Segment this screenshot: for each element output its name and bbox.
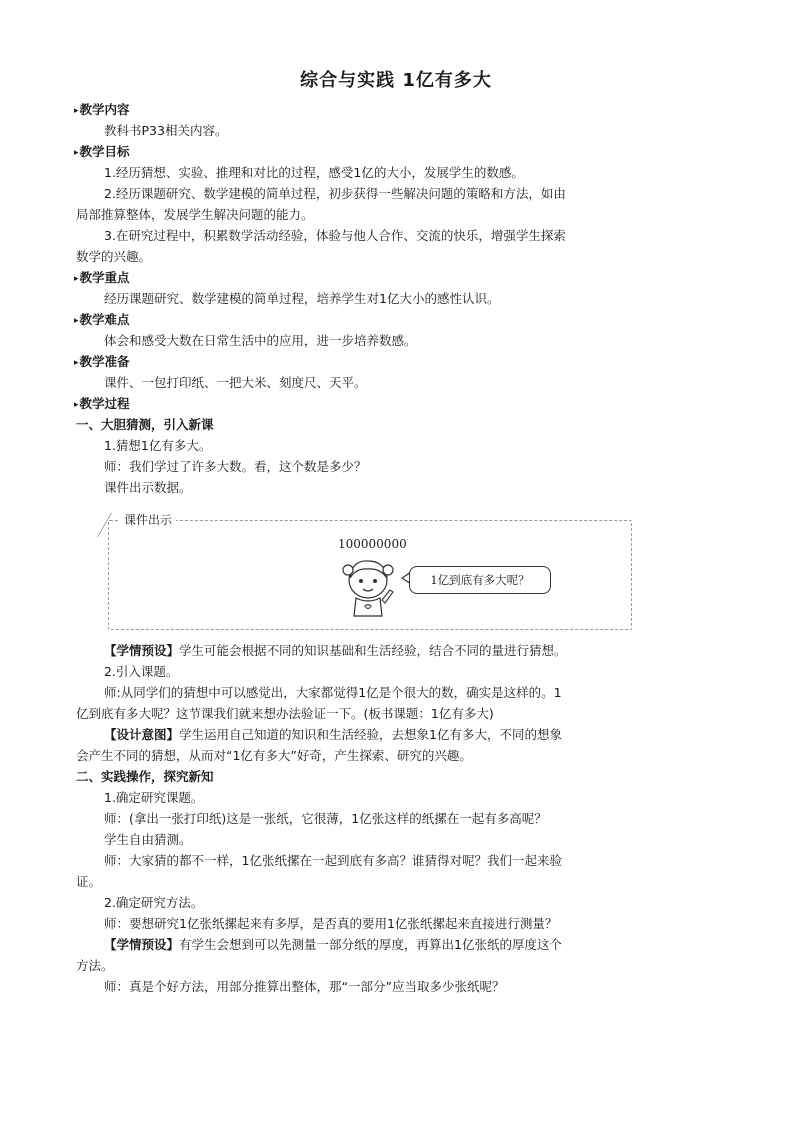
section-1-title: 一、大胆猜测，引入新课 [76, 417, 214, 432]
goal-3-line-2: 数学的兴趣。 [76, 249, 152, 264]
girl-illustration-icon [338, 556, 402, 622]
section-2-para-4-line-2: 证。 [76, 874, 102, 889]
key-text: 经历课题研究、数学建模的简单过程，培养学生对1亿大小的感性认识。 [104, 291, 500, 306]
goal-2-line-2: 局部推算整体，发展学生解决问题的能力。 [76, 207, 314, 222]
section-1-para-3: 课件出示数据。 [104, 480, 192, 495]
note-1 [104, 640, 664, 661]
difficulty-text: 体会和感受大数在日常生活中的应用，进一步培养数感。 [104, 333, 417, 348]
section-2-para-1: 1.确定研究课题。 [104, 790, 204, 805]
section-2-para-6: 师：要想研究1亿张纸摞起来有多厚，是否真的要用1亿张纸摞起来直接进行测量？ [104, 916, 558, 931]
note-1-tag: 【学情预设】 [104, 643, 180, 658]
heading-goals: ▸ 教学目标 [74, 141, 634, 165]
section-2-para-7: 师：真是个好方法，用部分推算出整体，那“一部分”应当取多少张纸呢？ [104, 979, 505, 994]
section-1-para-2: 师：我们学过了许多大数。看，这个数是多少？ [104, 459, 367, 474]
goal-2-line-1: 2.经历课题研究、数学建模的简单过程，初步获得一些解决问题的策略和方法，如由 [104, 186, 566, 201]
goal-1: 1.经历猜想、实验、推理和对比的过程，感受1亿的大小，发展学生的数感。 [104, 165, 524, 180]
section-1-para-4: 2.引入课题。 [104, 664, 179, 679]
heading-process: ▸ 教学过程 [74, 393, 634, 417]
note-2-tag: 【设计意图】 [104, 727, 180, 742]
section-1-para-5-line-1: 师:从同学们的猜想中可以感觉出，大家都觉得1亿是个很大的数，确实是这样的。1 [104, 685, 562, 700]
prep-text: 课件、一包打印纸、一把大米、刻度尺、天平。 [104, 375, 367, 390]
section-2-para-5: 2.确定研究方法。 [104, 895, 204, 910]
content-text: 教科书P33相关内容。 [104, 123, 228, 138]
section-1-para-1: 1.猜想1亿有多大。 [104, 438, 212, 453]
section-2-para-2: 师：(拿出一张打印纸)这是一张纸，它很薄，1亿张这样的纸摞在一起有多高呢？ [104, 811, 547, 826]
courseware-label: 课件出示 [120, 511, 176, 529]
note-1-text: 学生可能会根据不同的知识基础和生活经验，结合不同的量进行猜想。 [179, 643, 567, 658]
heading-key: ▸ 教学重点 [74, 267, 634, 291]
section-2-para-4-line-1: 师：大家猜的都不一样，1亿张纸摞在一起到底有多高？谁猜得对呢？我们一起来验 [104, 853, 562, 868]
heading-content: ▸ 教学内容 [74, 99, 634, 123]
heading-prep: ▸ 教学准备 [74, 351, 634, 375]
note-2-line-1 [104, 724, 664, 745]
goal-3-line-1: 3.在研究过程中，积累数学活动经验，体验与他人合作、交流的快乐，增强学生探索 [104, 228, 566, 243]
heading-difficulty: ▸ 教学难点 [74, 309, 634, 333]
note-3-tag: 【学情预设】 [104, 937, 180, 952]
note-3-text-a: 有学生会想到可以先测量一部分纸的厚度，再算出1亿张纸的厚度这个 [179, 937, 562, 952]
section-2-para-3: 学生自由猜测。 [104, 832, 192, 847]
section-1-para-5-line-2: 亿到底有多大呢？这节课我们就来想办法验证一下。(板书课题：1亿有多大) [76, 706, 494, 721]
note-2-text-a: 学生运用自己知道的知识和生活经验，去想象1亿有多大，不同的想象 [179, 727, 562, 742]
courseware-number: 100000000 [338, 537, 407, 551]
page-title: 综合与实践 1亿有多大 [300, 70, 492, 91]
speech-bubble: 1亿到底有多大呢？ [409, 566, 551, 594]
note-2-line-2: 会产生不同的猜想，从而对“1亿有多大”好奇，产生探索、研究的兴趣。 [76, 748, 472, 763]
section-2-title: 二、实践操作，探究新知 [76, 769, 214, 784]
note-3-line-2: 方法。 [76, 958, 114, 973]
note-3-line-1 [104, 934, 664, 955]
